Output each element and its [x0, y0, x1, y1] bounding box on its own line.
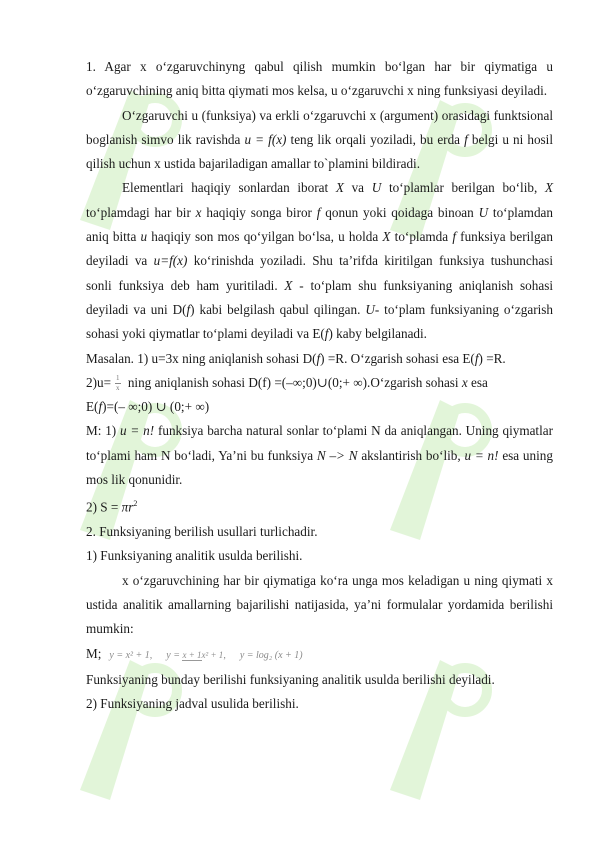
- paragraph-sets: Elementlari haqiqiy sonlardan iborat X va U to‘plamlar berilgan bo‘lib, X to‘plamdagi har bir x haqiqiy songa biror f qonun yoki qoidaga binoan U to‘plamdan aniq bitta u haqiqiy son mos qo‘yilgan bo‘lsa, u holda X to‘plamda f funksiya berilgan deyiladi va u=f(x) ko‘rinishda yoziladi. Shu ta’rifda kiritilgan funksiya tushunchasi sonli funksiya deb ham yuritiladi. X - to‘plam shu funksiyaning aniqlanish sohasi deyiladi va uni D(f) kabi belgilash qabul qilingan. U- to‘plam funksiyaning o‘zgarish sohasi yoki qiymatlar to‘plami deyiladi va E(f) kaby belgilanadi.: [86, 180, 554, 342]
- paragraph-range: E(f)=(– ∞;0) ∪ (0;+ ∞): [86, 399, 210, 415]
- document-body: [86, 55, 553, 716]
- formula-list: y = x² + 1, y = x + 1x² + 1, y = log₂ (x + 1): [109, 649, 303, 661]
- paragraph-example-2: 2)u= $\frac{1}{x}$ ning aniqlanish sohasi D(f) =(–∞;0)∪(0;+ ∞).O‘zgarish sohasi x esa: [86, 374, 488, 393]
- paragraph-analytic: x o‘zgaruvchining har bir qiymatiga ko‘ra unga mos keladigan u ning qiymati x ustida analitik amallarning bajarilishi natijasida, ya’ni formulalar yordamida berilishi mumkin:: [86, 572, 553, 637]
- paragraph-factorial: M: 1) u = n! funksiya barcha natural sonlar to‘plami N da aniqlangan. Uning qiymatlar to‘plami ham N bo‘ladi, Ya’ni bu funksiya N –> N akslantirish bo‘lib, u = n! esa uning mos lik qonunidir.: [86, 423, 554, 488]
- fraction-formula: x + 1x² + 1: [182, 649, 224, 660]
- paragraph-notation: O‘zgaruvchi u (funksiya) va erkli o‘zgaruvchi x (argument) orasidagi funktsional boglanish simvo lik ravishda u = f(x) teng lik orqali yoziladi, bu erda f belgi u ni hosil qilish uchun x ustida bajariladigan amallar to`plamini bildiradi.: [86, 107, 553, 172]
- paragraph-example-1: Masalan. 1) u=3x ning aniqlanish sohasi D(f) =R. O‘zgarish sohasi esa E(f) =R.: [86, 350, 506, 366]
- paragraph-analytic-summary: Funksiyaning bunday berilishi funksiyaning analitik usulda berilishi deyiladi.: [86, 671, 495, 687]
- paragraph-definition: 1. Agar x o‘zgaruvchinyng qabul qilish mumkin bo‘lgan har bir qiymatiga u o‘zgaruvchining aniq bitta qiymati mos kelsa, u o‘zgaruvchi x ning funksiyasi deyiladi.: [86, 59, 553, 99]
- subsection-heading-analytic: 1) Funksiyaning analitik usulda berilishi.: [86, 548, 303, 564]
- paragraph-formula-examples: M; y = x² + 1, y = x + 1x² + 1, y = log₂ (x + 1): [86, 645, 303, 661]
- fraction-formula: $\frac{1}{x}$: [116, 374, 120, 393]
- paragraph-area-formula: 2) $S = \pi r^2$: [86, 499, 138, 515]
- section-heading-methods: 2. Funksiyaning berilish usullari turlichadir.: [86, 524, 318, 540]
- subsection-heading-table: 2) Funksiyaning jadval usulida berilishi.: [86, 696, 299, 712]
